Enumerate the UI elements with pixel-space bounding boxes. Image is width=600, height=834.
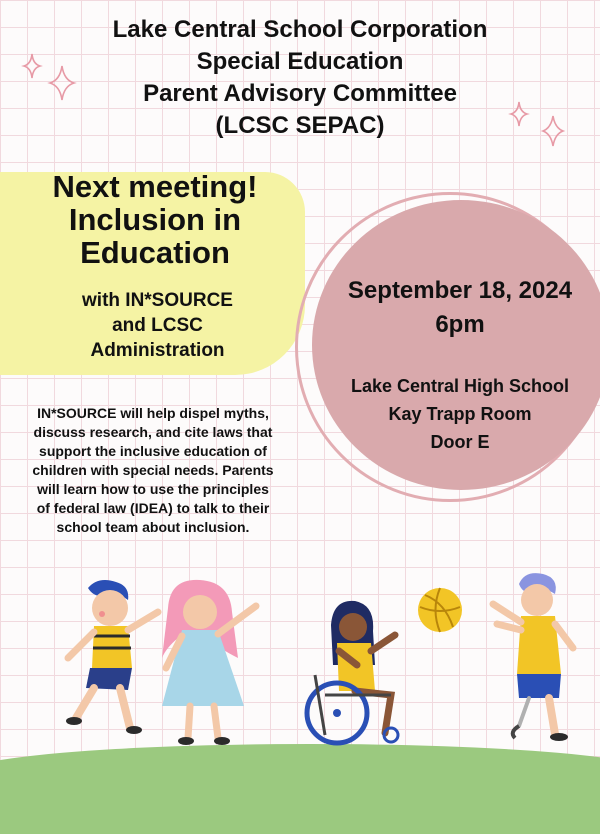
meeting-title	[20, 170, 290, 269]
description-line: will learn how to use the principles	[37, 481, 269, 497]
ball-icon	[415, 585, 465, 635]
meeting-title-line: Next meeting!	[52, 169, 258, 204]
description-line: of federal law (IDEA) to talk to their	[36, 500, 270, 516]
event-description	[8, 404, 298, 537]
title-line: (LCSC SEPAC)	[215, 112, 385, 139]
girl-illustration	[148, 578, 268, 748]
grass-ground	[0, 744, 600, 834]
location-line: Lake Central High School	[350, 376, 570, 396]
description-line: children with special needs. Parents	[32, 462, 274, 478]
meeting-title-line: Education	[80, 235, 230, 270]
event-date-time	[310, 274, 600, 342]
description-line: IN*SOURCE will help dispel myths,	[37, 405, 269, 421]
event-location	[310, 372, 600, 456]
boy-prosthetic-illustration	[485, 570, 600, 750]
wheelchair-girl-illustration	[295, 595, 415, 750]
location-line: Kay Trapp Room	[388, 404, 532, 424]
title-line: Special Education	[196, 48, 404, 75]
description-line: school team about inclusion.	[56, 519, 250, 535]
event-time: 6pm	[435, 311, 485, 338]
location-line: Door E	[430, 432, 490, 452]
meeting-title-line: Inclusion in	[68, 202, 242, 237]
title-line: Parent Advisory Committee	[143, 80, 457, 107]
page-title	[0, 14, 600, 142]
meeting-sub-line: with IN*SOURCE	[82, 290, 233, 311]
title-line: Lake Central School Corporation	[112, 16, 488, 43]
meeting-subtitle	[20, 288, 295, 363]
description-line: discuss research, and cite laws that	[33, 424, 273, 440]
description-line: support the inclusive education of	[39, 443, 267, 459]
event-date: September 18, 2024	[347, 277, 573, 304]
meeting-sub-line: Administration	[90, 340, 225, 361]
meeting-sub-line: and LCSC	[112, 315, 203, 336]
